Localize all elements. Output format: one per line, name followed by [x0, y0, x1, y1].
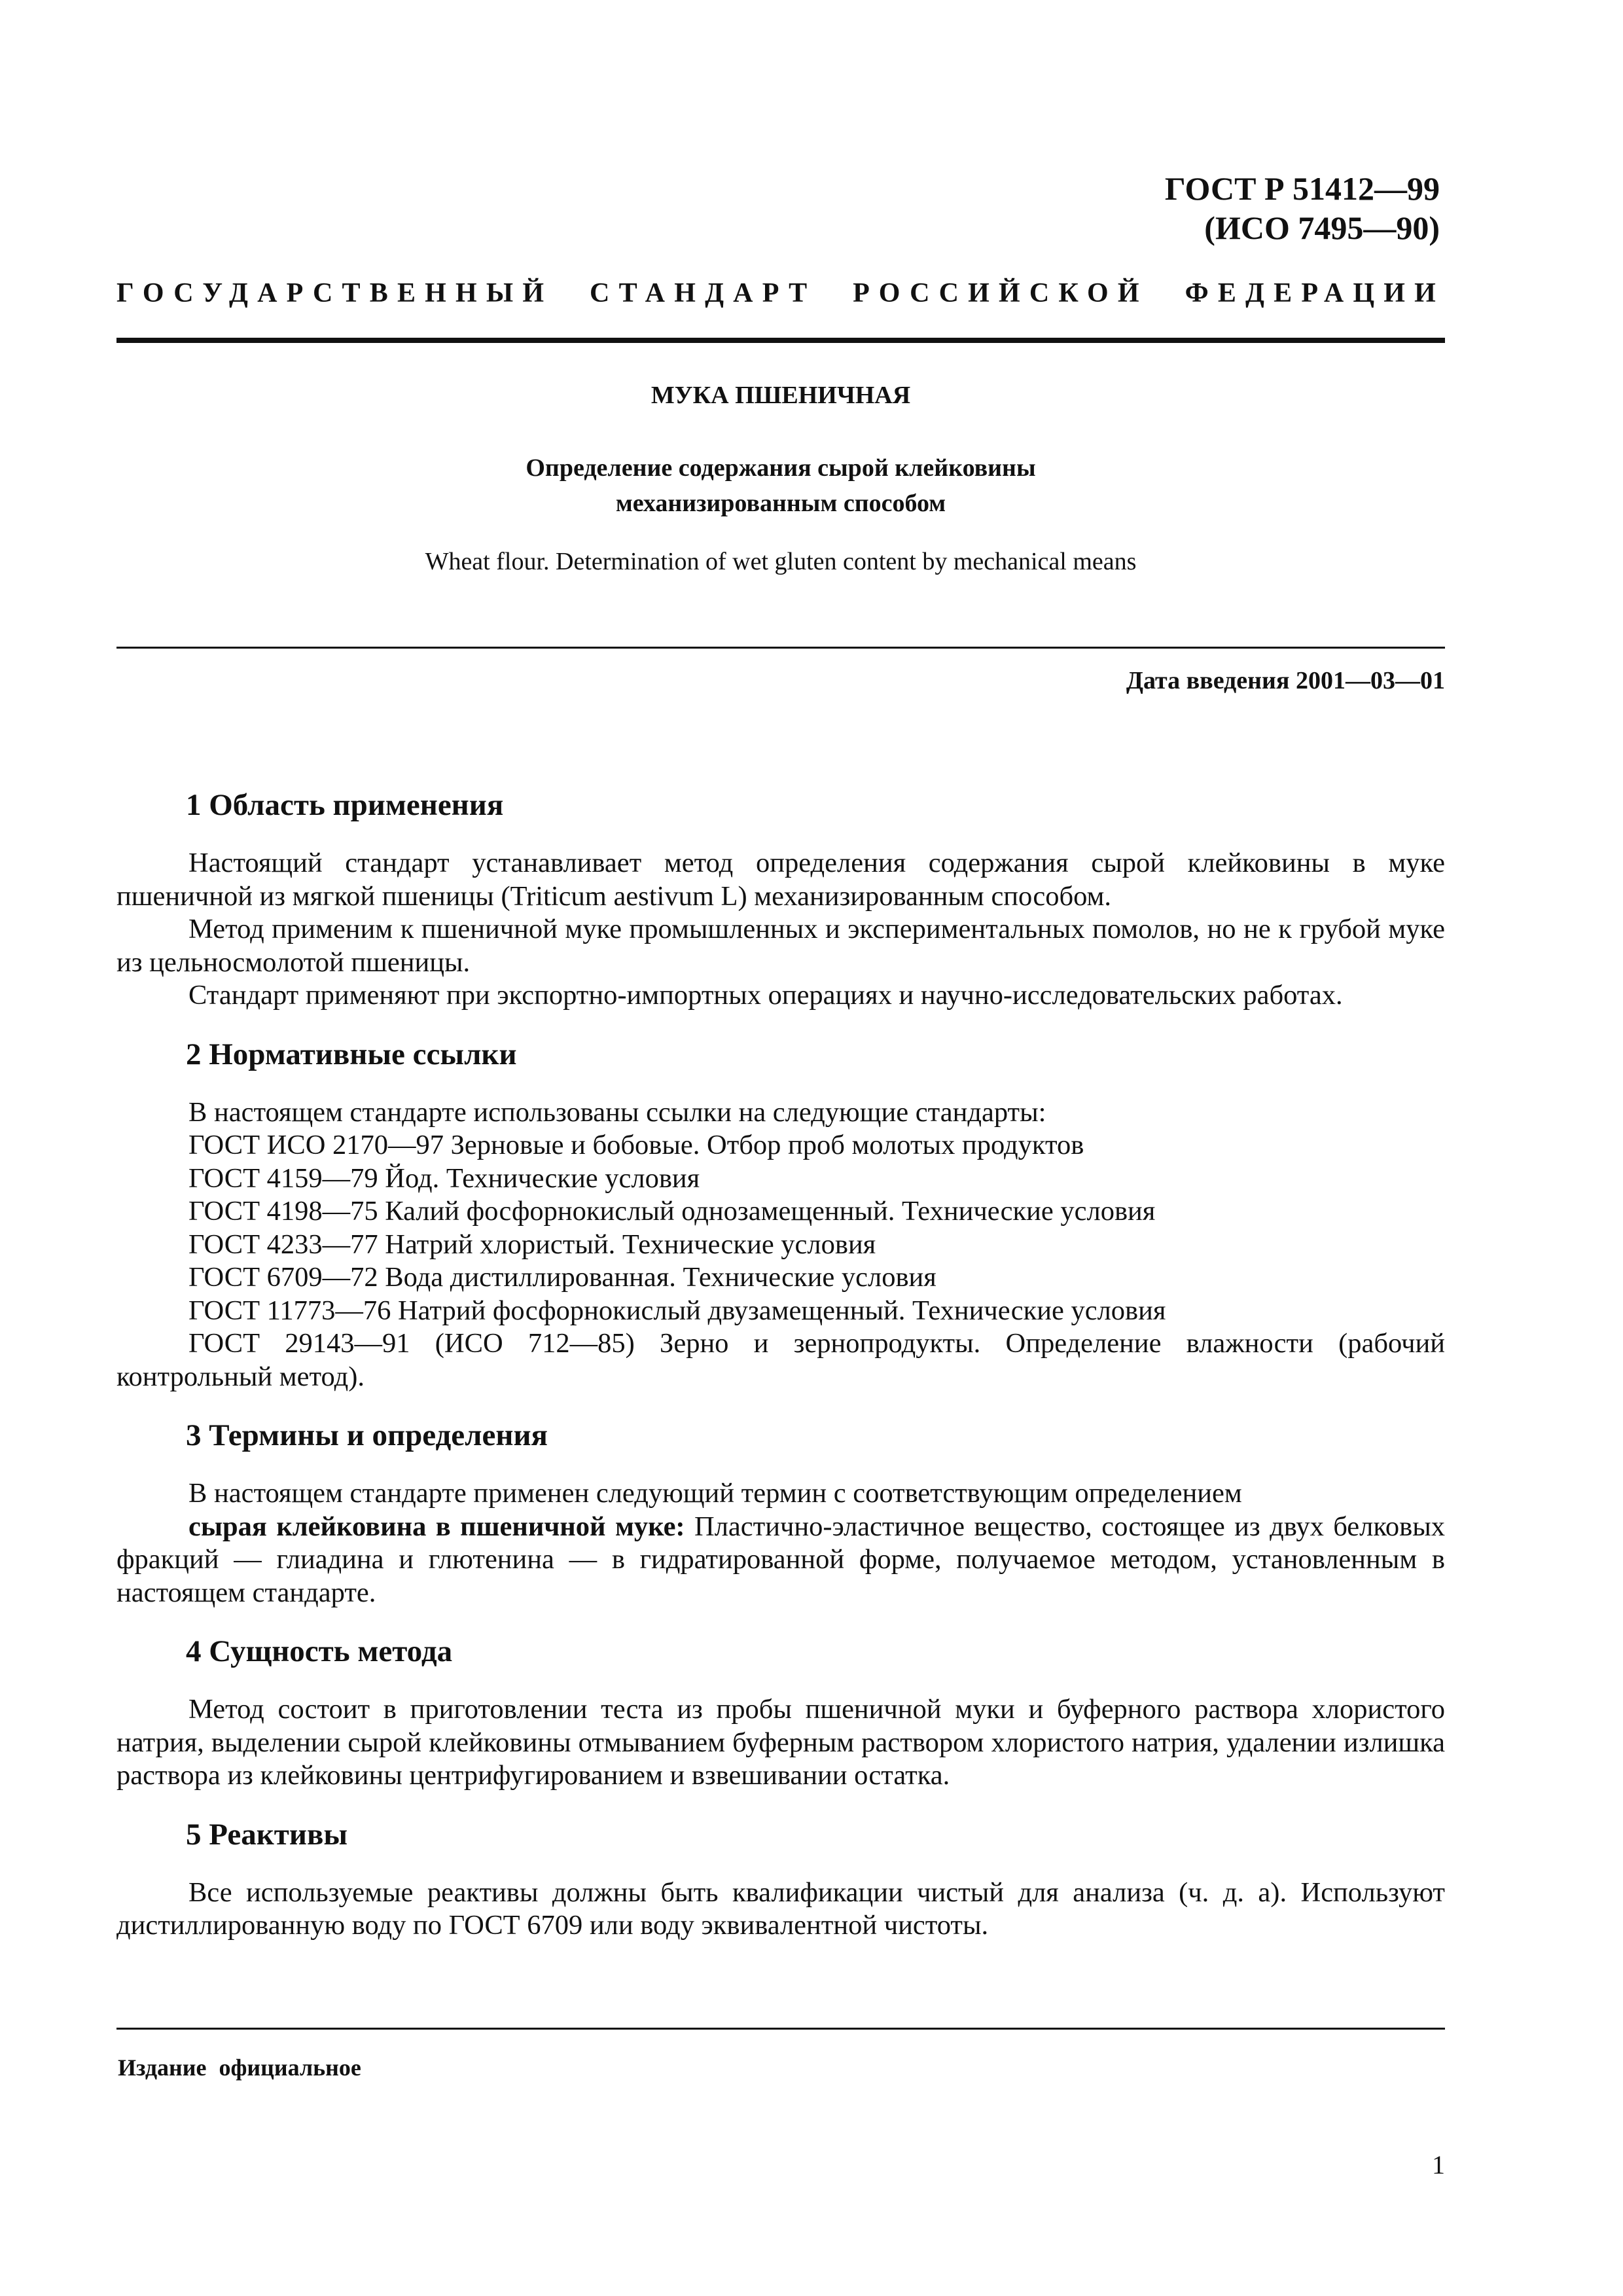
section-1-paragraph-2: Метод применим к пшеничной муке промышленных и экспериментальных помолов, но не к грубой муке из цельносмолотой пшеницы.	[116, 914, 1445, 978]
section-3-definition	[116, 1511, 1445, 1610]
reference-item: ГОСТ ИСО 2170—97 Зерновые и бобовые. Отбор проб молотых продуктов	[188, 1130, 1084, 1160]
english-title: Wheat flour. Determination of wet gluten content by mechanical means	[425, 548, 1137, 575]
term-definition: Пластично-эластичное вещество, состоящее из двух белковых фракций — глиадина и глютенина — в гидратированной форме, получаемое методом, установленным в настоящем стандарте.	[116, 1511, 1445, 1608]
footer-rule	[116, 2028, 1445, 2030]
spacer	[116, 1609, 1445, 1632]
section-2-intro: В настоящем стандарте использованы ссылки на следующие стандарты:	[188, 1096, 1046, 1128]
reference-item: ГОСТ 4198—75 Калий фосфорнокислый однозамещенный. Технические условия	[188, 1196, 1156, 1227]
defined-term: сырая клейковина в пшеничной муке:	[188, 1511, 685, 1542]
spacer	[116, 1013, 1445, 1035]
gost-number: ГОСТ Р 51412—99	[1164, 170, 1440, 207]
section-3-heading: 3 Термины и определения	[186, 1418, 548, 1452]
section-1-paragraph-3: Стандарт применяют при экспортно-импортных операциях и научно-исследовательских работах.	[188, 980, 1343, 1011]
header-rule	[116, 338, 1445, 343]
reference-item: ГОСТ 6709—72 Вода дистиллированная. Технические условия	[188, 1262, 936, 1293]
introduction-date: Дата введения 2001—03—01	[1126, 667, 1445, 694]
reference-item: ГОСТ 11773—76 Натрий фосфорнокислый двузамещенный. Технические условия	[188, 1295, 1166, 1326]
section-3-intro: В настоящем стандарте применен следующий термин с соответствующим определением	[188, 1478, 1242, 1509]
subtitle-line-2: механизированным способом	[615, 490, 946, 517]
section-5-paragraph: Все используемые реактивы должны быть квалификации чистый для анализа (ч. д. а). Используют дистиллированную воду по ГОСТ 6709 или воду эквивалентной чистоты.	[116, 1876, 1445, 1941]
section-4-heading: 4 Сущность метода	[186, 1634, 453, 1668]
reference-item-last: ГОСТ 29143—91 (ИСО 712—85) Зерно и зернопродукты. Определение влажности (рабочий контрольный метод).	[116, 1328, 1445, 1392]
subtitle-line-1: Определение содержания сырой клейковины	[526, 454, 1036, 482]
section-2-heading: 2 Нормативные ссылки	[186, 1037, 517, 1071]
standard-number-block	[1165, 169, 1440, 247]
edition-label: Издание официальное	[118, 2054, 361, 2081]
document-subtitle	[116, 450, 1445, 521]
section-5-heading: 5 Реактивы	[186, 1817, 348, 1852]
section-1-heading: 1 Область применения	[186, 788, 504, 822]
page-number: 1	[1432, 2150, 1445, 2179]
reference-item: ГОСТ 4233—77 Натрий хлористый. Технические условия	[188, 1229, 876, 1260]
spacer	[116, 1393, 1445, 1416]
document-title: МУКА ПШЕНИЧНАЯ	[651, 382, 911, 409]
title-rule	[116, 647, 1445, 649]
section-4-paragraph: Метод состоит в приготовлении теста из пробы пшеничной муки и буферного раствора хлористого натрия, выделении сырой клейковины отмыванием буферным раствором хлористого натрия, удалении излишка раствора из клейковины центрифугированием и взвешивании остатка.	[116, 1694, 1445, 1791]
spacer	[116, 1793, 1445, 1815]
state-standard-heading: ГОСУДАРСТВЕННЫЙ СТАНДАРТ РОССИЙСКОЙ ФЕДЕРАЦИИ	[116, 278, 1445, 308]
document-body	[116, 785, 1445, 1943]
section-1-paragraph-1: Настоящий стандарт устанавливает метод определения содержания сырой клейковины в муке пшеничной из мягкой пшеницы (Triticum aestivum L) механизированным способом.	[116, 848, 1445, 912]
iso-number: (ИСО 7495—90)	[1204, 209, 1440, 246]
reference-item: ГОСТ 4159—79 Йод. Технические условия	[188, 1162, 700, 1194]
